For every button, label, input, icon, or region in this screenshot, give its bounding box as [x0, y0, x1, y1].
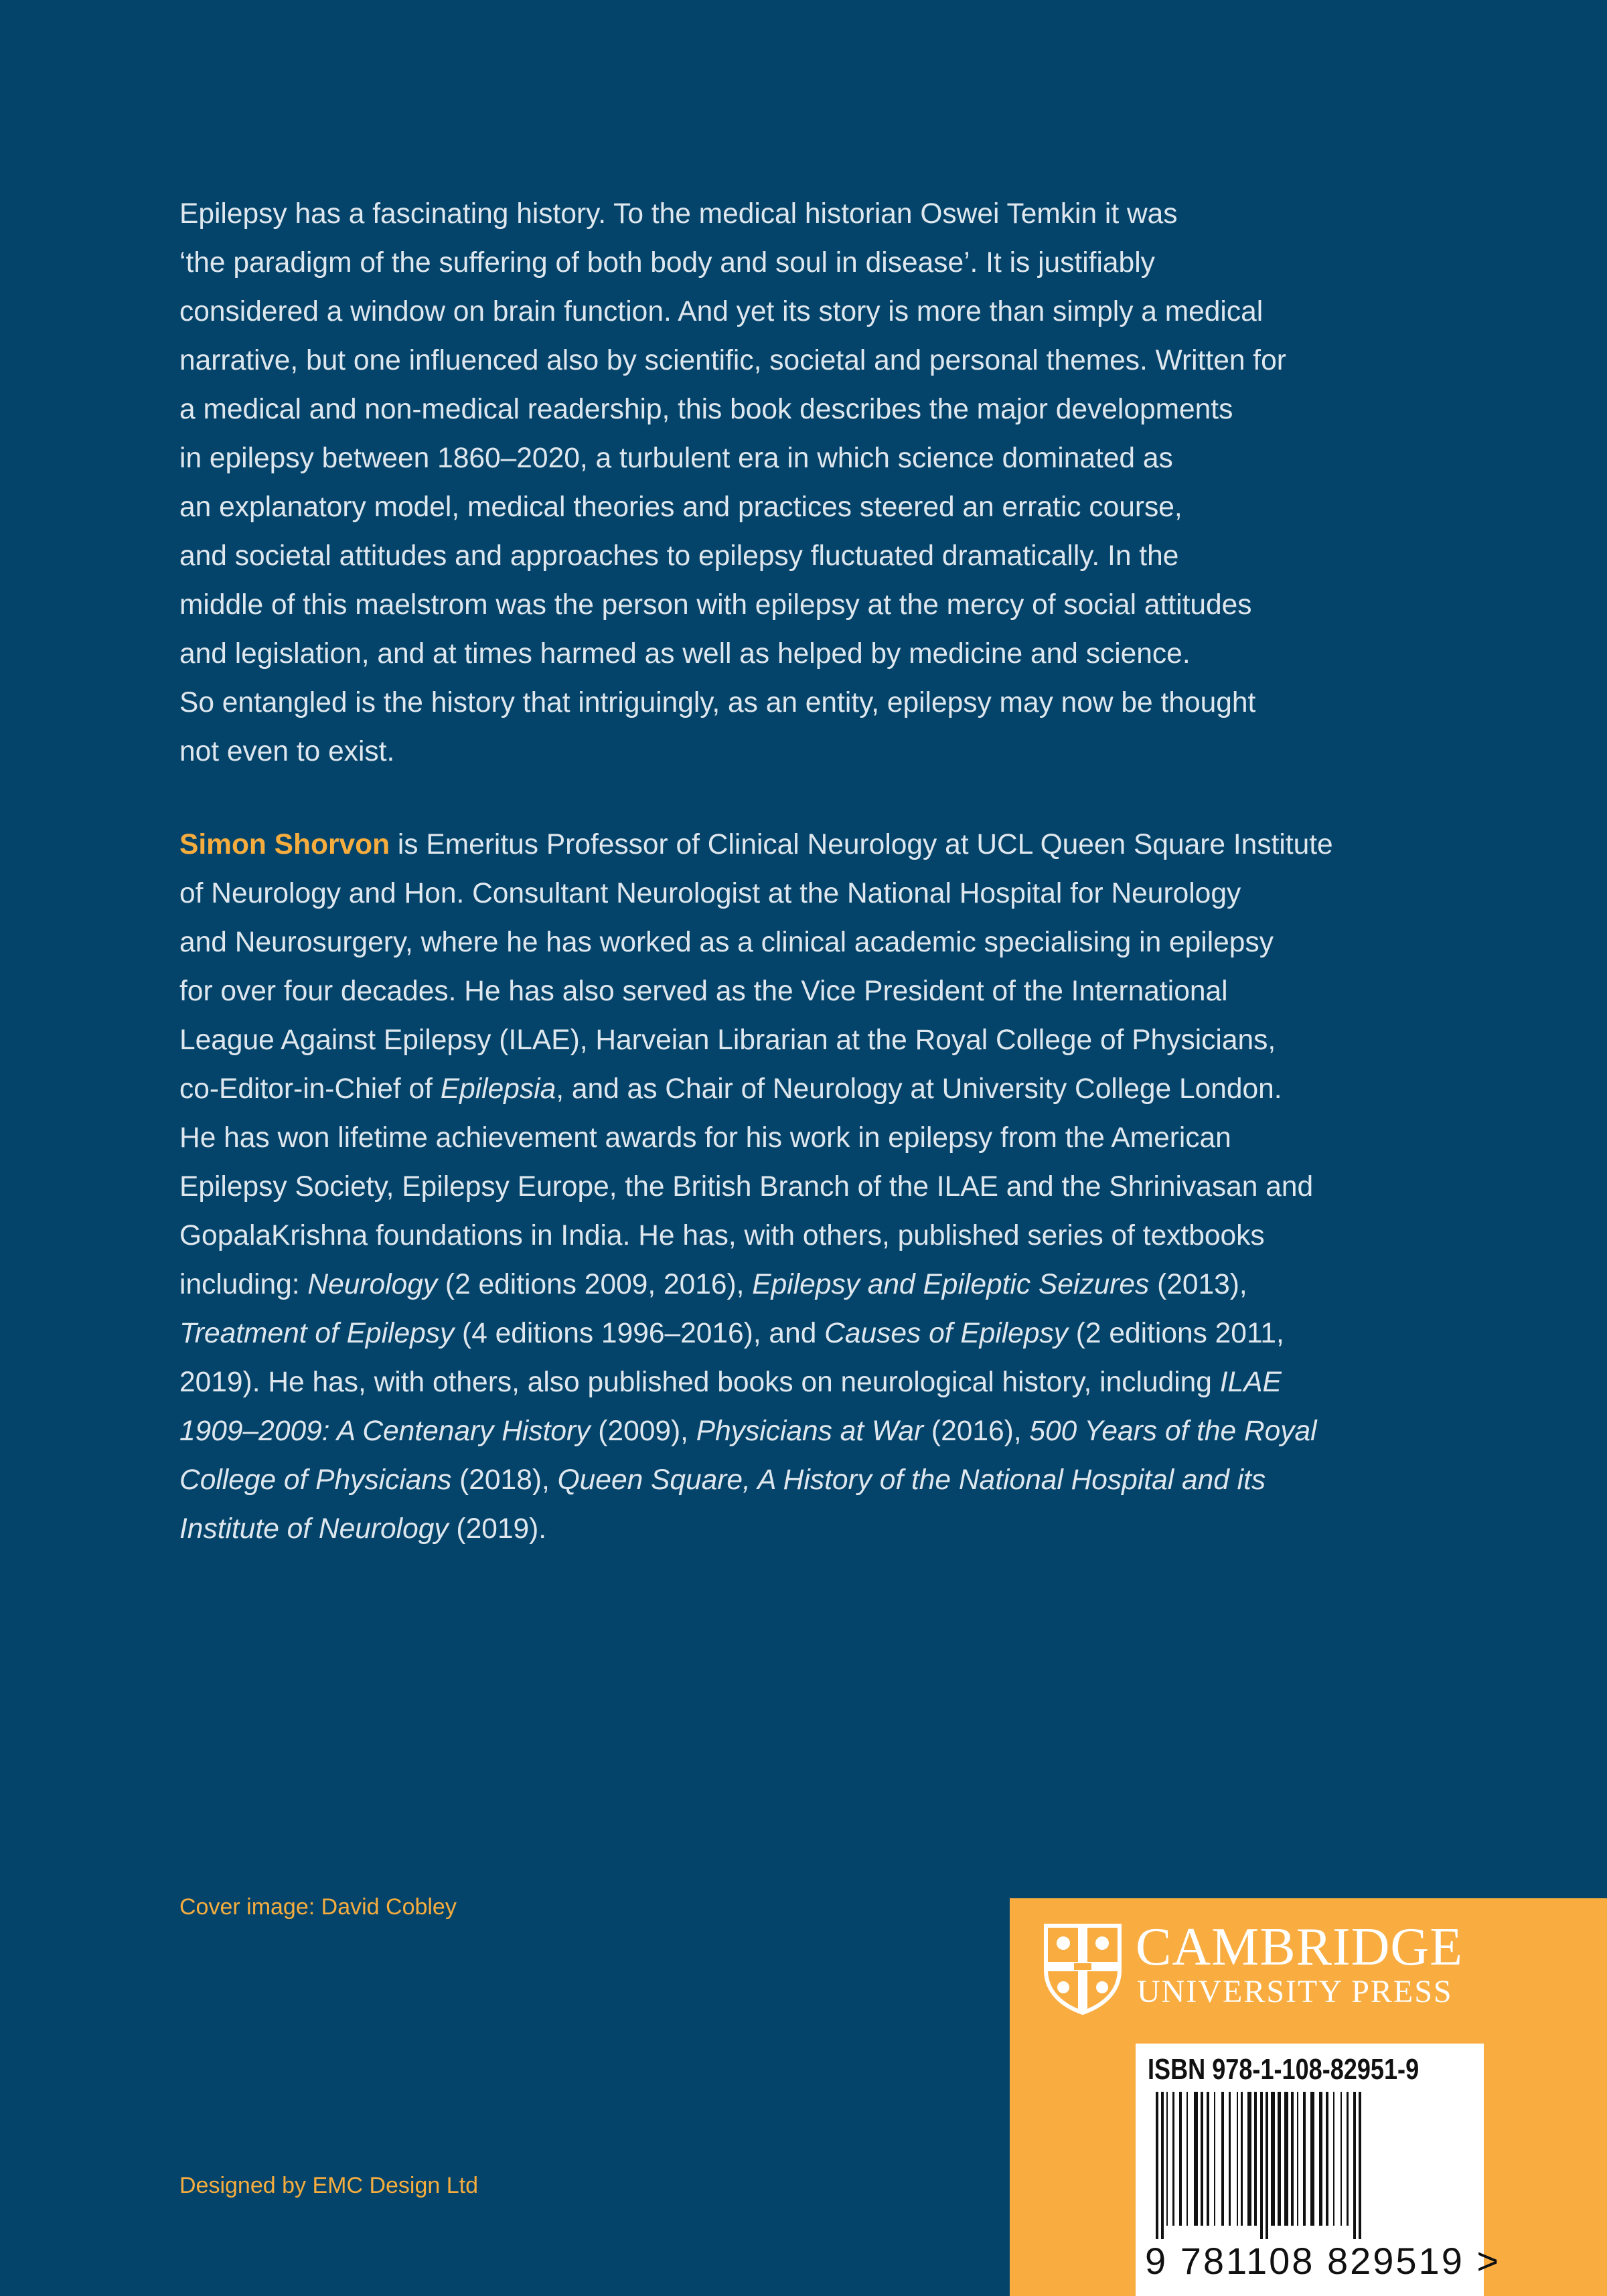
barcode-digits: 9 781108 829519 > [1145, 2240, 1501, 2282]
cover-image-credit: Cover image: David Cobley [179, 1894, 457, 1920]
designer-credit: Designed by EMC Design Ltd [179, 2173, 479, 2198]
barcode-bar [1271, 2092, 1275, 2226]
barcode-bar [1284, 2092, 1288, 2226]
bio-line: College of Physicians (2018), Queen Square, A History of the National Hospital and its [179, 1464, 1266, 1496]
barcode-bar [1156, 2092, 1158, 2239]
barcode-bar [1247, 2092, 1251, 2226]
bio-line: of Neurology and Hon. Consultant Neurologist at the National Hospital for Neurology [179, 878, 1241, 909]
barcode-bar [1347, 2092, 1349, 2226]
bio-line: League Against Epilepsy (ILAE), Harveian Librarian at the Royal College of Physicians, [179, 1024, 1276, 1056]
isbn-label: ISBN 978-1-108-82951-9 [1148, 2053, 1420, 2086]
bio-line: co-Editor-in-Chief of Epilepsia, and as Chair of Neurology at University College London. [179, 1073, 1282, 1105]
barcode-bar [1333, 2092, 1334, 2226]
barcode-bar [1221, 2092, 1224, 2226]
bio-line: 1909–2009: A Centenary History (2009), Physicians at War (2016), 500 Years of the Royal [179, 1415, 1317, 1447]
author-biography [179, 820, 1438, 1553]
bio-line: Simon Shorvon is Emeritus Professor of Clinical Neurology at UCL Queen Square Institute [179, 829, 1333, 860]
publisher-name: CAMBRIDGE [1136, 1918, 1464, 1977]
barcode-bars [1156, 2092, 1464, 2239]
barcode-bar [1266, 2092, 1268, 2239]
barcode-bar [1194, 2092, 1198, 2226]
author-name: Simon Shorvon [179, 829, 390, 860]
barcode-bar [1201, 2092, 1203, 2226]
barcode-bar [1241, 2092, 1243, 2226]
barcode-bar [1214, 2092, 1215, 2226]
bio-line: 2019). He has, with others, also published books on neurological history, including ILAE [179, 1367, 1282, 1398]
barcode-bar [1319, 2092, 1322, 2226]
barcode-bar [1260, 2092, 1263, 2239]
bio-line: for over four decades. He has also served as the Vice President of the International [179, 976, 1228, 1007]
university-shield-icon [1043, 1923, 1122, 2015]
barcode-bar [1187, 2092, 1188, 2226]
book-blurb: Epilepsy has a fascinating history. To the medical historian Oswei Temkin it was ‘the paradigm of the suffering of both body and soul in disease’. It is justifiably considered a window on brain function. And yet its story is more than simply a medical narrative, but one influenced also by scientific, societal and personal themes. Written for a medical and non-medical readership, this book describes the major developments in epilepsy between 1860–2020, a turbulent era in which science dominated as an explanatory model, medical theories and practices steered an erratic course, and societal attitudes and approaches to epilepsy fluctuated dramatically. In the middle of this maelstrom was the person with epilepsy at the mercy of social attitudes and legislation, and at times harmed as well as helped by medicine and science. So entangled is the history that intriguingly, as an entity, epilepsy may now be thought not even to exist. [179, 198, 1286, 767]
barcode-bar [1353, 2092, 1356, 2239]
barcode-bar [1359, 2092, 1361, 2239]
barcode-bar [1297, 2092, 1298, 2226]
barcode-bar [1326, 2092, 1328, 2226]
barcode-bar [1166, 2092, 1168, 2226]
barcode-bar [1172, 2092, 1174, 2226]
barcode-bar [1237, 2092, 1238, 2226]
bio-line: Institute of Neurology (2019). [179, 1513, 547, 1545]
publisher-panel [1010, 1898, 1607, 2296]
bio-line: including: Neurology (2 editions 2009, 2016), Epilepsy and Epileptic Seizures (2013), [179, 1269, 1247, 1300]
barcode-bar [1341, 2092, 1342, 2226]
barcode-bar [1229, 2092, 1231, 2226]
barcode-bar [1291, 2092, 1294, 2226]
bio-line: He has won lifetime achievement awards for his work in epilepsy from the American [179, 1122, 1231, 1154]
barcode-bar [1254, 2092, 1257, 2226]
barcode-bar [1179, 2092, 1182, 2226]
publisher-subname: UNIVERSITY PRESS [1137, 1974, 1453, 2009]
bio-line: and Neurosurgery, where he has worked as a clinical academic specialising in epilepsy [179, 927, 1274, 958]
bio-line: Epilepsy Society, Epilepsy Europe, the British Branch of the ILAE and the Shrinivasan and [179, 1171, 1314, 1203]
isbn-barcode [1136, 2044, 1501, 2296]
barcode-bar [1207, 2092, 1209, 2226]
bio-line: GopalaKrishna foundations in India. He has, with others, published series of textbooks [179, 1220, 1265, 1251]
barcode-bar [1310, 2092, 1314, 2226]
bio-line: Treatment of Epilepsy (4 editions 1996–2016), and Causes of Epilepsy (2 editions 2011, [179, 1318, 1284, 1349]
barcode-bar [1278, 2092, 1281, 2226]
barcode-bar [1303, 2092, 1306, 2226]
barcode-bar [1161, 2092, 1164, 2239]
